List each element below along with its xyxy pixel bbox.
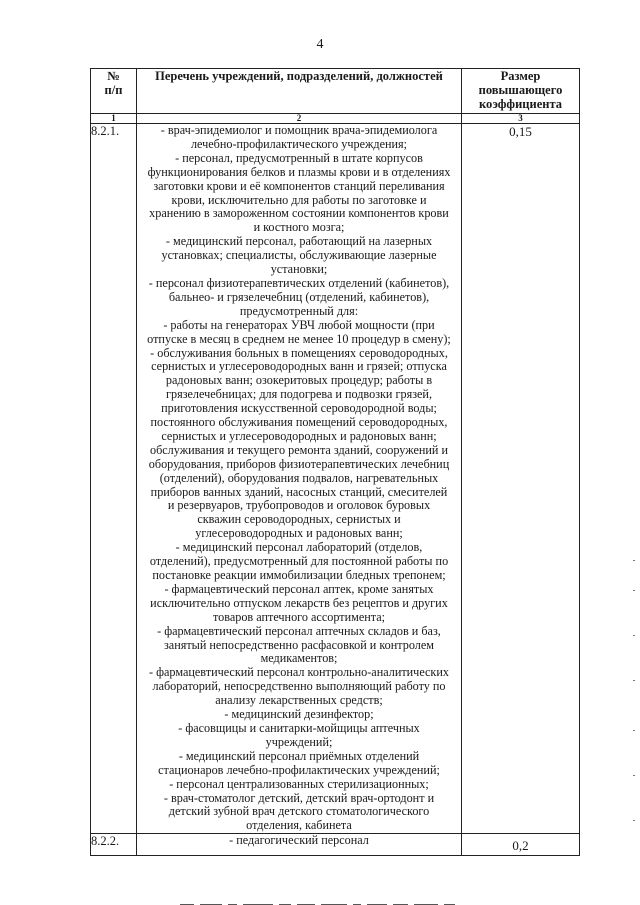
description-line: отделения, кабинета: [246, 818, 352, 833]
coefficients-table: [90, 68, 580, 856]
description-line: приборов ванных зданий, насосных станций, смесителей: [150, 484, 448, 499]
table-row: [91, 124, 580, 834]
description-line: постоянного обслуживания помещений сероводородных,: [150, 415, 448, 430]
description-line: сернистых и углесероводородных ванн и грязей; отпуска: [151, 359, 447, 374]
description-line: исключительно отпуском лекарств без рецептов и других: [150, 595, 448, 610]
column-number: 3: [462, 114, 580, 124]
column-number: 1: [91, 114, 137, 124]
description-line: - персонал, предусмотренный в штате корпусов: [175, 150, 423, 165]
description-line: хранению в замороженном состоянии компонентов крови: [149, 206, 449, 221]
description-line: бальнео- и грязелечебниц (отделений, кабинетов),: [168, 289, 430, 304]
description-line: - медицинский дезинфектор;: [224, 707, 374, 722]
description-line: - персонал централизованных стерилизационных;: [169, 776, 429, 791]
description-line: - педагогический персонал: [229, 833, 369, 848]
description-line: и костного мозга;: [253, 220, 345, 235]
row-coefficient: 0,15: [462, 124, 580, 834]
description-line: - персонал физиотерапевтических отделений (кабинетов),: [148, 275, 450, 290]
description-line: установках; специалисты, обслуживающие лазерные: [161, 248, 437, 263]
description-line: лечебно-профилактического учреждения;: [190, 136, 408, 151]
table-header-row: [91, 69, 580, 114]
description-line: детский зубной врач детского стоматологического: [168, 804, 430, 819]
scan-edge-marks: [633, 560, 637, 840]
row-description: [137, 834, 462, 856]
column-number: 2: [137, 114, 462, 124]
description-line: - медицинский персонал приёмных отделений: [178, 748, 420, 763]
description-line: установки;: [270, 262, 328, 277]
description-line: отпуске в месяц в среднем не менее 10 процедур в смену);: [147, 331, 451, 346]
description-line: учреждений;: [265, 734, 333, 749]
description-line: (отделений), оборудования подвалов, нагревательных: [159, 470, 439, 485]
description-line: радоновых ванн; озокеритовых процедур; работы в: [165, 373, 433, 388]
row-number: 8.2.1.: [91, 124, 137, 834]
description-line: углесероводородных и радоновых ванн;: [195, 526, 403, 541]
description-line: занятый непосредственно расфасовкой и контролем: [163, 637, 435, 652]
description-line: - врач-эпидемиолог и помощник врача-эпидемиолога: [160, 123, 438, 137]
row-coefficient: 0,2: [462, 834, 580, 856]
page-number: 4: [316, 37, 324, 52]
description-line: сернистых и углесероводородных и радоновых ванн;: [161, 428, 437, 443]
description-line: грязелечебницах; для подогрева и подвозки грязей,: [166, 387, 432, 402]
description-line: лабораторий, непосредственно выполняющий работу по: [152, 679, 446, 694]
description-line: заготовки крови и её компонентов станций переливания: [153, 178, 445, 193]
description-line: - обслуживания больных в помещениях сероводородных,: [150, 345, 448, 360]
description-line: постановке реакции иммобилизации бледных трепонем;: [152, 568, 446, 582]
description-line: - медицинский персонал лабораторий (отделов,: [175, 540, 423, 555]
header-num: № п/п: [91, 69, 137, 114]
table-row: [91, 834, 580, 856]
description-line: медикаментов;: [260, 651, 338, 666]
description-line: и резервуаров, трубопроводов и оголовок буровых: [167, 498, 431, 513]
header-list: Перечень учреждений, подразделений, должностей: [137, 69, 462, 114]
description-line: - медицинский персонал, работающий на лазерных: [165, 234, 433, 249]
description-line: отделений), предусмотренный для постоянной работы по: [149, 554, 449, 569]
description-line: предусмотренный для:: [239, 303, 359, 318]
description-line: товаров аптечного ассортимента;: [212, 609, 386, 624]
scan-artifact-marks: [180, 895, 570, 905]
description-line: стационаров лечебно-профилактических учреждений;: [158, 762, 440, 777]
description-line: оборудования, приборов физиотерапевтических лечебниц: [148, 456, 450, 471]
description-line: крови, исключительно для работы по заготовке и: [171, 192, 427, 207]
description-line: приготовления искусственной сероводородной воды;: [161, 401, 437, 416]
description-line: обслуживания и текущего ремонта зданий, сооружений и: [149, 442, 449, 457]
description-line: скважин сероводородных, сернистых и: [197, 512, 401, 527]
description-line: - фармацевтический персонал аптек, кроме занятых: [164, 581, 434, 596]
description-line: - фармацевтический персонал аптечных складов и баз,: [157, 623, 441, 638]
row-description: [137, 124, 462, 834]
description-line: - фармацевтический персонал контрольно-аналитических: [149, 665, 449, 680]
description-line: - фасовщицы и санитарки-мойщицы аптечных: [178, 720, 420, 735]
description-line: - врач-стоматолог детский, детский врач-ортодонт и: [163, 790, 435, 805]
row-number: 8.2.2.: [91, 834, 137, 856]
description-line: функционирования белков и плазмы крови и в отделениях: [147, 164, 451, 179]
description-line: анализу лекарственных средств;: [215, 693, 383, 708]
header-coef: Размер повышающего коэффициента: [462, 69, 580, 114]
description-line: - работы на генераторах УВЧ любой мощности (при: [163, 317, 435, 332]
column-numbers-row: [91, 114, 580, 124]
